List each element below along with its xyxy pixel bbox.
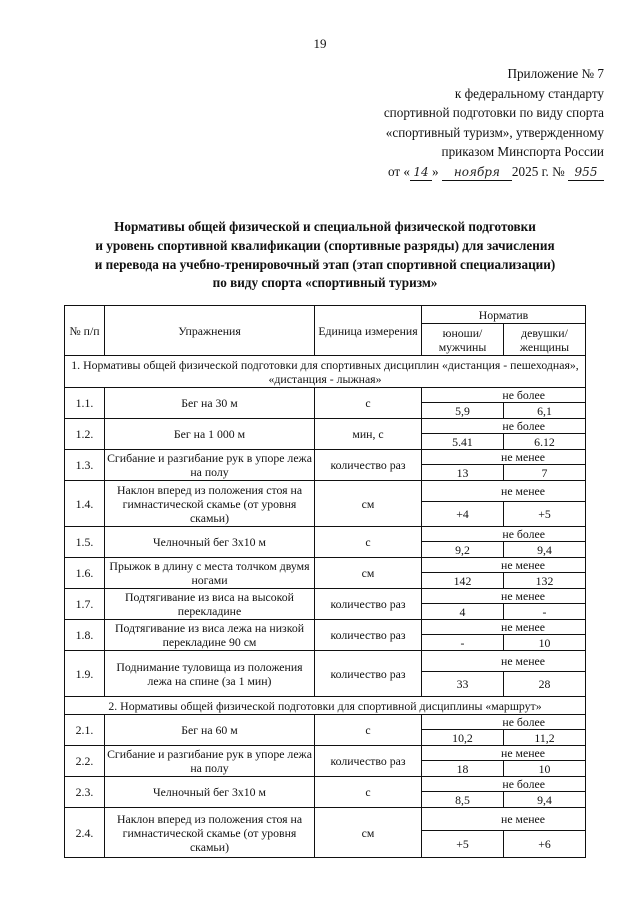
table-row — [65, 746, 586, 761]
order-date-line — [314, 162, 604, 182]
norm-label: не менее — [422, 450, 586, 465]
header-female: девушки/ женщины — [504, 324, 586, 356]
unit-cell: количество раз — [315, 746, 422, 777]
document-title — [40, 218, 610, 293]
date-day: 14 — [410, 165, 432, 181]
appendix-line: спортивной подготовки по виду спорта — [383, 105, 604, 120]
female-value: - — [504, 604, 586, 620]
table-row — [65, 777, 586, 792]
section-title: 1. Нормативы общей физической подготовки для спортивных дисциплин «дистанция - пешеходная», «дистанция - лыжная» — [65, 356, 586, 388]
norm-label: не менее — [422, 808, 586, 831]
norm-label: не более — [422, 419, 586, 434]
exercise-name: Челночный бег 3х10 м — [105, 527, 315, 558]
unit-cell: см — [315, 808, 422, 858]
title-line: и уровень спортивной квалификации (спортивные разряды) для зачисления — [95, 237, 555, 253]
male-value: 33 — [422, 672, 504, 697]
norm-label: не менее — [422, 620, 586, 635]
male-value: +4 — [422, 502, 504, 527]
page-number: 19 — [313, 36, 327, 51]
exercise-name: Бег на 1 000 м — [105, 419, 315, 450]
appendix-line: Приложение № 7 — [507, 66, 604, 81]
row-number: 1.1. — [65, 388, 105, 419]
row-number: 2.2. — [65, 746, 105, 777]
male-value: 9,2 — [422, 542, 504, 558]
male-value: 142 — [422, 573, 504, 589]
row-number: 2.4. — [65, 808, 105, 858]
exercise-name: Бег на 60 м — [105, 715, 315, 746]
header-male: юноши/ мужчины — [422, 324, 504, 356]
female-value: 7 — [504, 465, 586, 481]
female-value: 9,4 — [504, 792, 586, 808]
female-value: 11,2 — [504, 730, 586, 746]
male-value: 4 — [422, 604, 504, 620]
table-row — [65, 450, 586, 465]
norm-label: не более — [422, 777, 586, 792]
section-row — [65, 697, 586, 715]
male-value: 8,5 — [422, 792, 504, 808]
exercise-name: Бег на 30 м — [105, 388, 315, 419]
exercise-name: Прыжок в длину с места толчком двумя ногами — [105, 558, 315, 589]
exercise-name: Подтягивание из виса на высокой перекладине — [105, 589, 315, 620]
female-value: 10 — [504, 761, 586, 777]
row-number: 1.2. — [65, 419, 105, 450]
header-row — [65, 306, 586, 324]
unit-cell: количество раз — [315, 651, 422, 697]
unit-cell: см — [315, 481, 422, 527]
unit-cell: с — [315, 527, 422, 558]
exercise-name: Поднимание туловища из положения лежа на спине (за 1 мин) — [105, 651, 315, 697]
female-value: +6 — [504, 831, 586, 858]
unit-cell: количество раз — [315, 589, 422, 620]
table-row — [65, 481, 586, 502]
row-number: 1.7. — [65, 589, 105, 620]
norms-table — [64, 305, 586, 858]
female-value: 132 — [504, 573, 586, 589]
row-number: 1.9. — [65, 651, 105, 697]
exercise-name: Сгибание и разгибание рук в упоре лежа на полу — [105, 746, 315, 777]
row-number: 1.3. — [65, 450, 105, 481]
male-value: 5.41 — [422, 434, 504, 450]
exercise-name: Наклон вперед из положения стоя на гимнастической скамье (от уровня скамьи) — [105, 481, 315, 527]
row-number: 1.6. — [65, 558, 105, 589]
appendix-line: к федеральному стандарту — [454, 85, 604, 101]
male-value: +5 — [422, 831, 504, 858]
norm-label: не менее — [422, 651, 586, 672]
title-line: и перевода на учебно-тренировочный этап (этап спортивной специализации) — [94, 256, 556, 272]
table-row — [65, 419, 586, 434]
section-title: 2. Нормативы общей физической подготовки для спортивной дисциплины «маршрут» — [65, 697, 586, 715]
table-row — [65, 620, 586, 635]
table-row — [65, 715, 586, 730]
exercise-name: Сгибание и разгибание рук в упоре лежа на полу — [105, 450, 315, 481]
header-norm: Норматив — [422, 306, 586, 324]
female-value: 10 — [504, 635, 586, 651]
header-num: № п/п — [65, 306, 105, 356]
exercise-name: Челночный бег 3х10 м — [105, 777, 315, 808]
unit-cell: с — [315, 715, 422, 746]
female-value: +5 — [504, 502, 586, 527]
date-mid: » — [432, 163, 439, 179]
norm-label: не менее — [422, 558, 586, 573]
order-number: 955 — [568, 165, 604, 181]
row-number: 1.4. — [65, 481, 105, 527]
header-unit: Единица измерения — [315, 306, 422, 356]
norm-label: не менее — [422, 589, 586, 604]
date-month: ноября — [442, 165, 512, 181]
male-value: 5,9 — [422, 403, 504, 419]
section-row — [65, 356, 586, 388]
unit-cell: с — [315, 388, 422, 419]
norm-label: не менее — [422, 746, 586, 761]
female-value: 9,4 — [504, 542, 586, 558]
title-line: Нормативы общей физической и специальной физической подготовки — [114, 219, 536, 234]
unit-cell: мин, с — [315, 419, 422, 450]
table-row — [65, 589, 586, 604]
unit-cell: с — [315, 777, 422, 808]
norm-label: не менее — [422, 481, 586, 502]
norm-label: не более — [422, 388, 586, 403]
male-value: - — [422, 635, 504, 651]
header-exercise: Упражнения — [105, 306, 315, 356]
date-year: 2025 г. № — [511, 163, 565, 179]
female-value: 6,1 — [504, 403, 586, 419]
table-row — [65, 527, 586, 542]
table-row — [65, 558, 586, 573]
male-value: 18 — [422, 761, 504, 777]
table-row — [65, 808, 586, 831]
exercise-name: Наклон вперед из положения стоя на гимнастической скамье (от уровня скамьи) — [105, 808, 315, 858]
unit-cell: см — [315, 558, 422, 589]
male-value: 10,2 — [422, 730, 504, 746]
male-value: 13 — [422, 465, 504, 481]
table-row — [65, 651, 586, 672]
row-number: 2.1. — [65, 715, 105, 746]
norm-label: не более — [422, 527, 586, 542]
table-row — [65, 388, 586, 403]
row-number: 1.8. — [65, 620, 105, 651]
row-number: 1.5. — [65, 527, 105, 558]
unit-cell: количество раз — [315, 450, 422, 481]
appendix-line: «спортивный туризм», утвержденному — [385, 124, 604, 140]
female-value: 28 — [504, 672, 586, 697]
appendix-line: приказом Минспорта России — [441, 144, 604, 159]
date-prefix: от « — [387, 163, 411, 179]
appendix-block — [314, 64, 604, 181]
female-value: 6.12 — [504, 434, 586, 450]
unit-cell: количество раз — [315, 620, 422, 651]
row-number: 2.3. — [65, 777, 105, 808]
title-line: по виду спорта «спортивный туризм» — [212, 275, 438, 291]
norm-label: не более — [422, 715, 586, 730]
exercise-name: Подтягивание из виса лежа на низкой перекладине 90 см — [105, 620, 315, 651]
